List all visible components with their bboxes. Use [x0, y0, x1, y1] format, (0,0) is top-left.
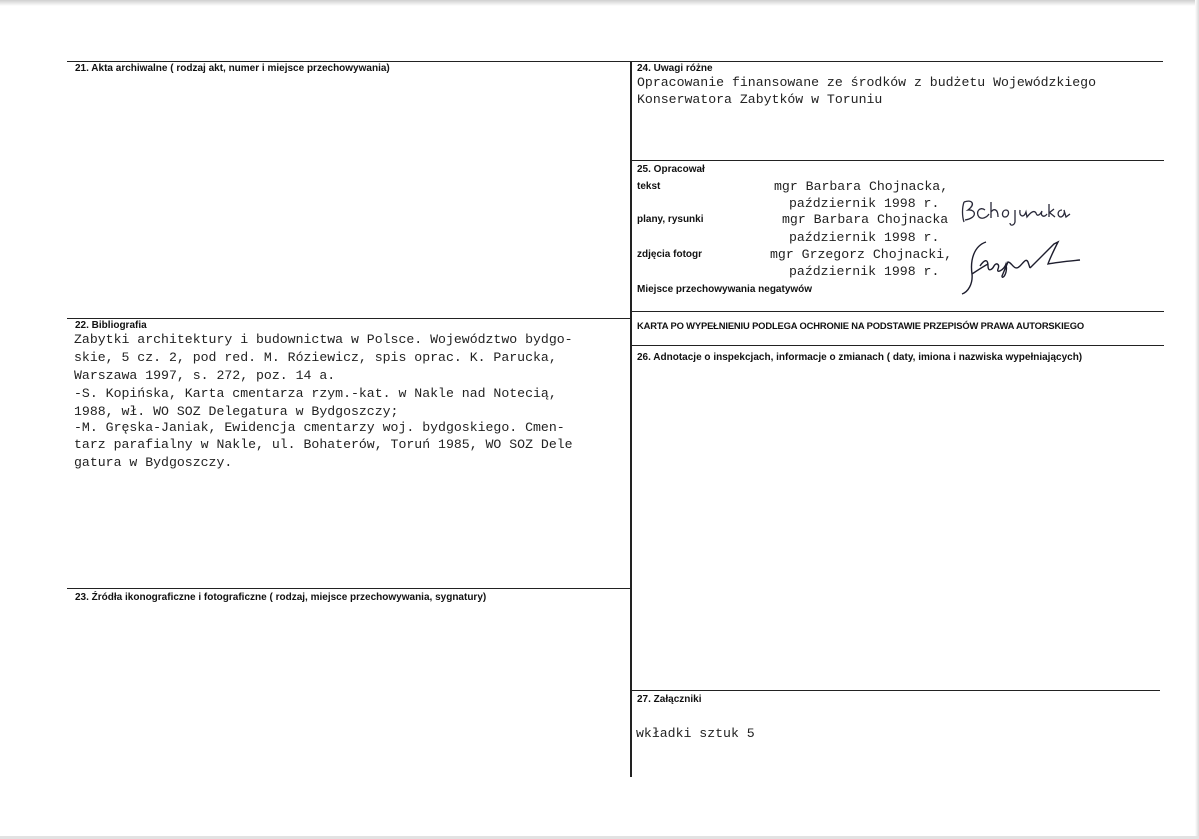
top-rule: [67, 61, 1163, 62]
rule-26-27: [632, 690, 1160, 691]
bibliography-line: gatura w Bydgoszczy.: [74, 455, 233, 470]
bibliography-line: -S. Kopińska, Karta cmentarza rzym.-kat. w Nakle nad Notecią,: [74, 386, 557, 401]
plany-label: plany, rysunki: [637, 214, 704, 225]
scan-edge-right: [1195, 0, 1199, 839]
bibliography-line: 1988, wł. WO SOZ Delegatura w Bydgoszczy;: [74, 404, 399, 419]
plany-date: październik 1998 r.: [789, 230, 940, 245]
miejsce-negatywow-label: Miejsce przechowywania negatywów: [637, 284, 813, 295]
bibliography-line: skie, 5 cz. 2, pod red. M. Róziewicz, spis oprac. K. Parucka,: [74, 350, 557, 365]
section-26-heading: 26. Adnotacje o inspekcjach, informacje o zmianach ( daty, imiona i nazwiska wypełniających): [637, 352, 1083, 363]
section-21-heading: 21. Akta archiwalne ( rodzaj akt, numer i miejsce przechowywania): [75, 63, 390, 74]
bibliography-line: Warszawa 1997, s. 272, poz. 14 a.: [74, 368, 336, 383]
copyright-notice: KARTA PO WYPEŁNIENIU PODLEGA OCHRONIE NA PODSTAWIE PRZEPISÓW PRAWA AUTORSKIEGO: [637, 320, 1084, 331]
remarks-line: Opracowanie finansowane ze środków z budżetu Wojewódzkiego: [637, 75, 1096, 90]
section-23-heading: 23. Źródła ikonograficzne i fotograficzne ( rodzaj, miejsce przechowywania, sygnatury): [75, 592, 487, 603]
scan-edge-top: [0, 0, 1199, 6]
rule-25-notice: [632, 311, 1164, 312]
tekst-label: tekst: [637, 181, 661, 192]
rule-21-22: [67, 318, 630, 319]
rule-22-23: [67, 588, 630, 589]
signature-barbara-chojnacka: [958, 196, 1073, 228]
zdjecia-author: mgr Grzegorz Chojnacki,: [770, 247, 953, 262]
remarks-line: Konserwatora Zabytków w Toruniu: [637, 92, 883, 107]
center-divider: [630, 61, 632, 777]
zdjecia-label: zdjęcia fotogr: [637, 249, 703, 260]
section-25-heading: 25. Opracował: [637, 164, 705, 175]
plany-author: mgr Barbara Chojnacka: [782, 212, 949, 227]
zdjecia-date: październik 1998 r.: [789, 264, 940, 279]
rule-notice-26: [632, 345, 1164, 346]
section-22-heading: 22. Bibliografia: [75, 320, 147, 331]
attachments-value: wkładki sztuk 5: [636, 726, 755, 741]
section-24-heading: 24. Uwagi różne: [637, 63, 713, 74]
tekst-date: październik 1998 r.: [789, 196, 940, 211]
rule-24-25: [632, 160, 1164, 161]
bibliography-line: tarz parafialny w Nakle, ul. Bohaterów, Toruń 1985, WO SOZ Dele: [74, 437, 573, 452]
bibliography-line: Zabytki architektury i budownictwa w Polsce. Województwo bydgo-: [74, 332, 573, 347]
section-27-heading: 27. Załączniki: [637, 694, 702, 705]
signature-grzegorz-chojnacki: [958, 236, 1083, 298]
tekst-author: mgr Barbara Chojnacka,: [774, 179, 949, 194]
bibliography-line: -M. Gręska-Janiak, Ewidencja cmentarzy woj. bydgoskiego. Cmen-: [74, 420, 565, 435]
